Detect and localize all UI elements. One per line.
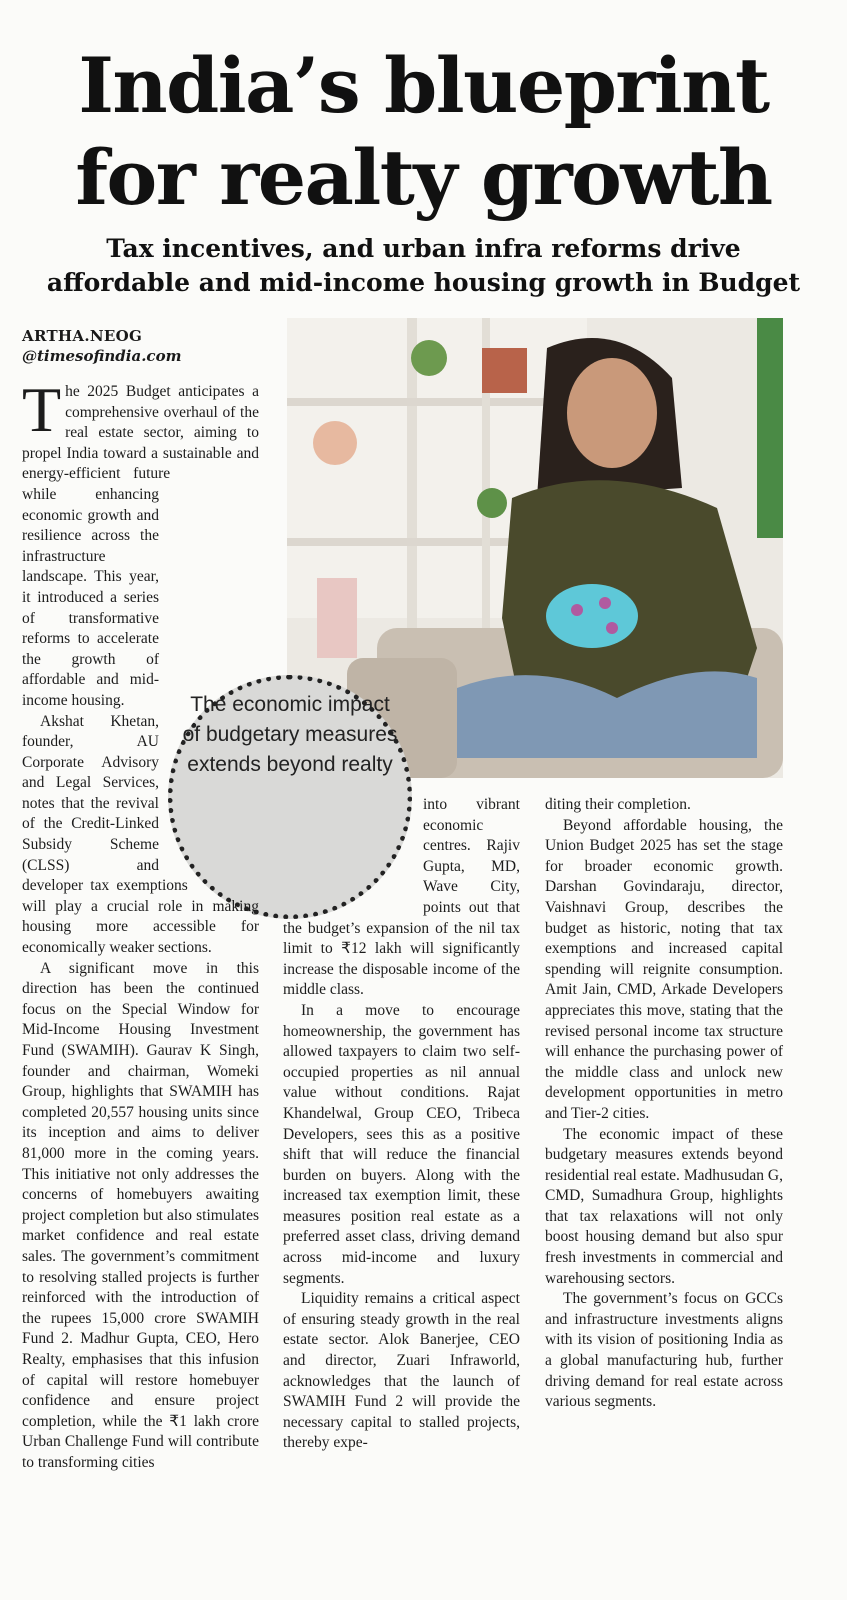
- paragraph-6: Liquidity remains a critical aspect of ensuring steady growth in the real estate sector. Alok Banerjee, CEO and director, Zuari Infraworld, acknowledges that the launch of SWAMIH Fund 2 will provide the necessary capital to stalled projects, thereby expe-: [283, 1290, 520, 1452]
- paragraph-8: Beyond affordable housing, the Union Budget 2025 has set the stage for broader economic growth. Darshan Govindaraju, director, Vaishnavi Group, describes the budget as historic, noting that tax exemptions and increased capital spending will reignite consumption. Amit Jain, CMD, Arkade Developers appreciates this move, stating that the revised personal income tax structure will enhance the purchasing power of the middle class and unlock new development opportunities in metro and Tier-2 cities.: [545, 816, 783, 1122]
- subheadline: [0, 232, 847, 300]
- author-email: @timesofindia.com: [22, 347, 182, 365]
- paragraph-2: Akshat Khetan, founder, AU Corporate Advisory and Legal Services, notes that the revival of the Credit-Linked Subsidy Scheme (CLSS) and developer tax exemptions will play a crucial role in making housing more accessible for economically weaker sections.: [22, 712, 259, 957]
- article-column-2: [283, 795, 520, 1454]
- article-column-1: [22, 374, 259, 1473]
- subheadline-line-2: affordable and mid-income housing growth in Budget: [46, 268, 801, 297]
- drop-cap: T: [22, 374, 62, 445]
- paragraph-9: The economic impact of these budgetary measures extends beyond residential real estate. Madhusudan G, CMD, Sumadhura Group, highlights that tax relaxations will not only boost housing demand but also spur fresh investments in commercial and warehousing sectors.: [545, 1125, 783, 1287]
- paragraph-4: into vibrant economic centres. Rajiv Gupta, MD, Wave City, points out that the budget’s expansion of the nil tax limit to ₹12 lakh will significantly increase the disposable income of the middle class.: [283, 796, 520, 999]
- paragraph-10: The government’s focus on GCCs and infrastructure investments aligns with its vision of positioning India as a global manufacturing hub, further driving demand for real estate across various segments.: [545, 1290, 783, 1411]
- paragraph-5: In a move to encourage homeownership, the government has allowed taxpayers to claim two self-occupied properties as nil annual value without conditions. Rajat Khandelwal, Group CEO, Tribeca Developers, sees this as a positive shift that will reduce the financial burden on buyers. Along with the increased tax exemption limit, these measures position real estate as a preferred asset class, driving demand across mid-income and luxury segments.: [283, 1001, 520, 1287]
- headline: [0, 40, 847, 224]
- article-column-3: [545, 795, 783, 1413]
- paragraph-3: A significant move in this direction has been the continued focus on the Special Window for Mid-Income Housing Investment Fund (SWAMIH). Gaurav K Singh, founder and chairman, Womeki Group, highlights that SWAMIH has completed 20,557 housing units since its inception and aims to deliver 81,000 more in the coming years. This initiative not only addresses the concerns of homebuyers awaiting project completion but also stimulates market confidence and real estate sales. The government’s commitment to resolving stalled projects is further reinforced with the introduction of the rupees 15,000 crore SWAMIH Fund 2. Madhur Gupta, CEO, Hero Realty, emphasises that this infusion of capital will restore homebuyer confidence and ensure project completion, while the ₹1 lakh crore Urban Challenge Fund will contribute to transforming cities: [22, 959, 259, 1471]
- paragraph-1-text: he 2025 Budget anticipates a comprehensive overhaul of the real estate sector, aiming to propel India toward a sustainable and energy-efficient future while enhancing economic growth and resilience across the infrastructure landscape. This year, it introduced a series of transformative reforms to accelerate the growth of affordable and mid-income housing.: [22, 383, 259, 709]
- pull-quote: The economic impact of budgetary measures extends beyond realty: [182, 693, 398, 776]
- author-name: ARTHA.NEOG: [22, 327, 143, 345]
- paragraph-7: diting their completion.: [545, 796, 691, 813]
- headline-line-2: for realty growth: [75, 133, 772, 222]
- subheadline-line-1: Tax incentives, and urban infra reforms drive: [106, 234, 741, 263]
- headline-line-1: India’s blueprint: [78, 41, 769, 130]
- byline: [22, 326, 181, 366]
- paragraph-1: [22, 374, 259, 712]
